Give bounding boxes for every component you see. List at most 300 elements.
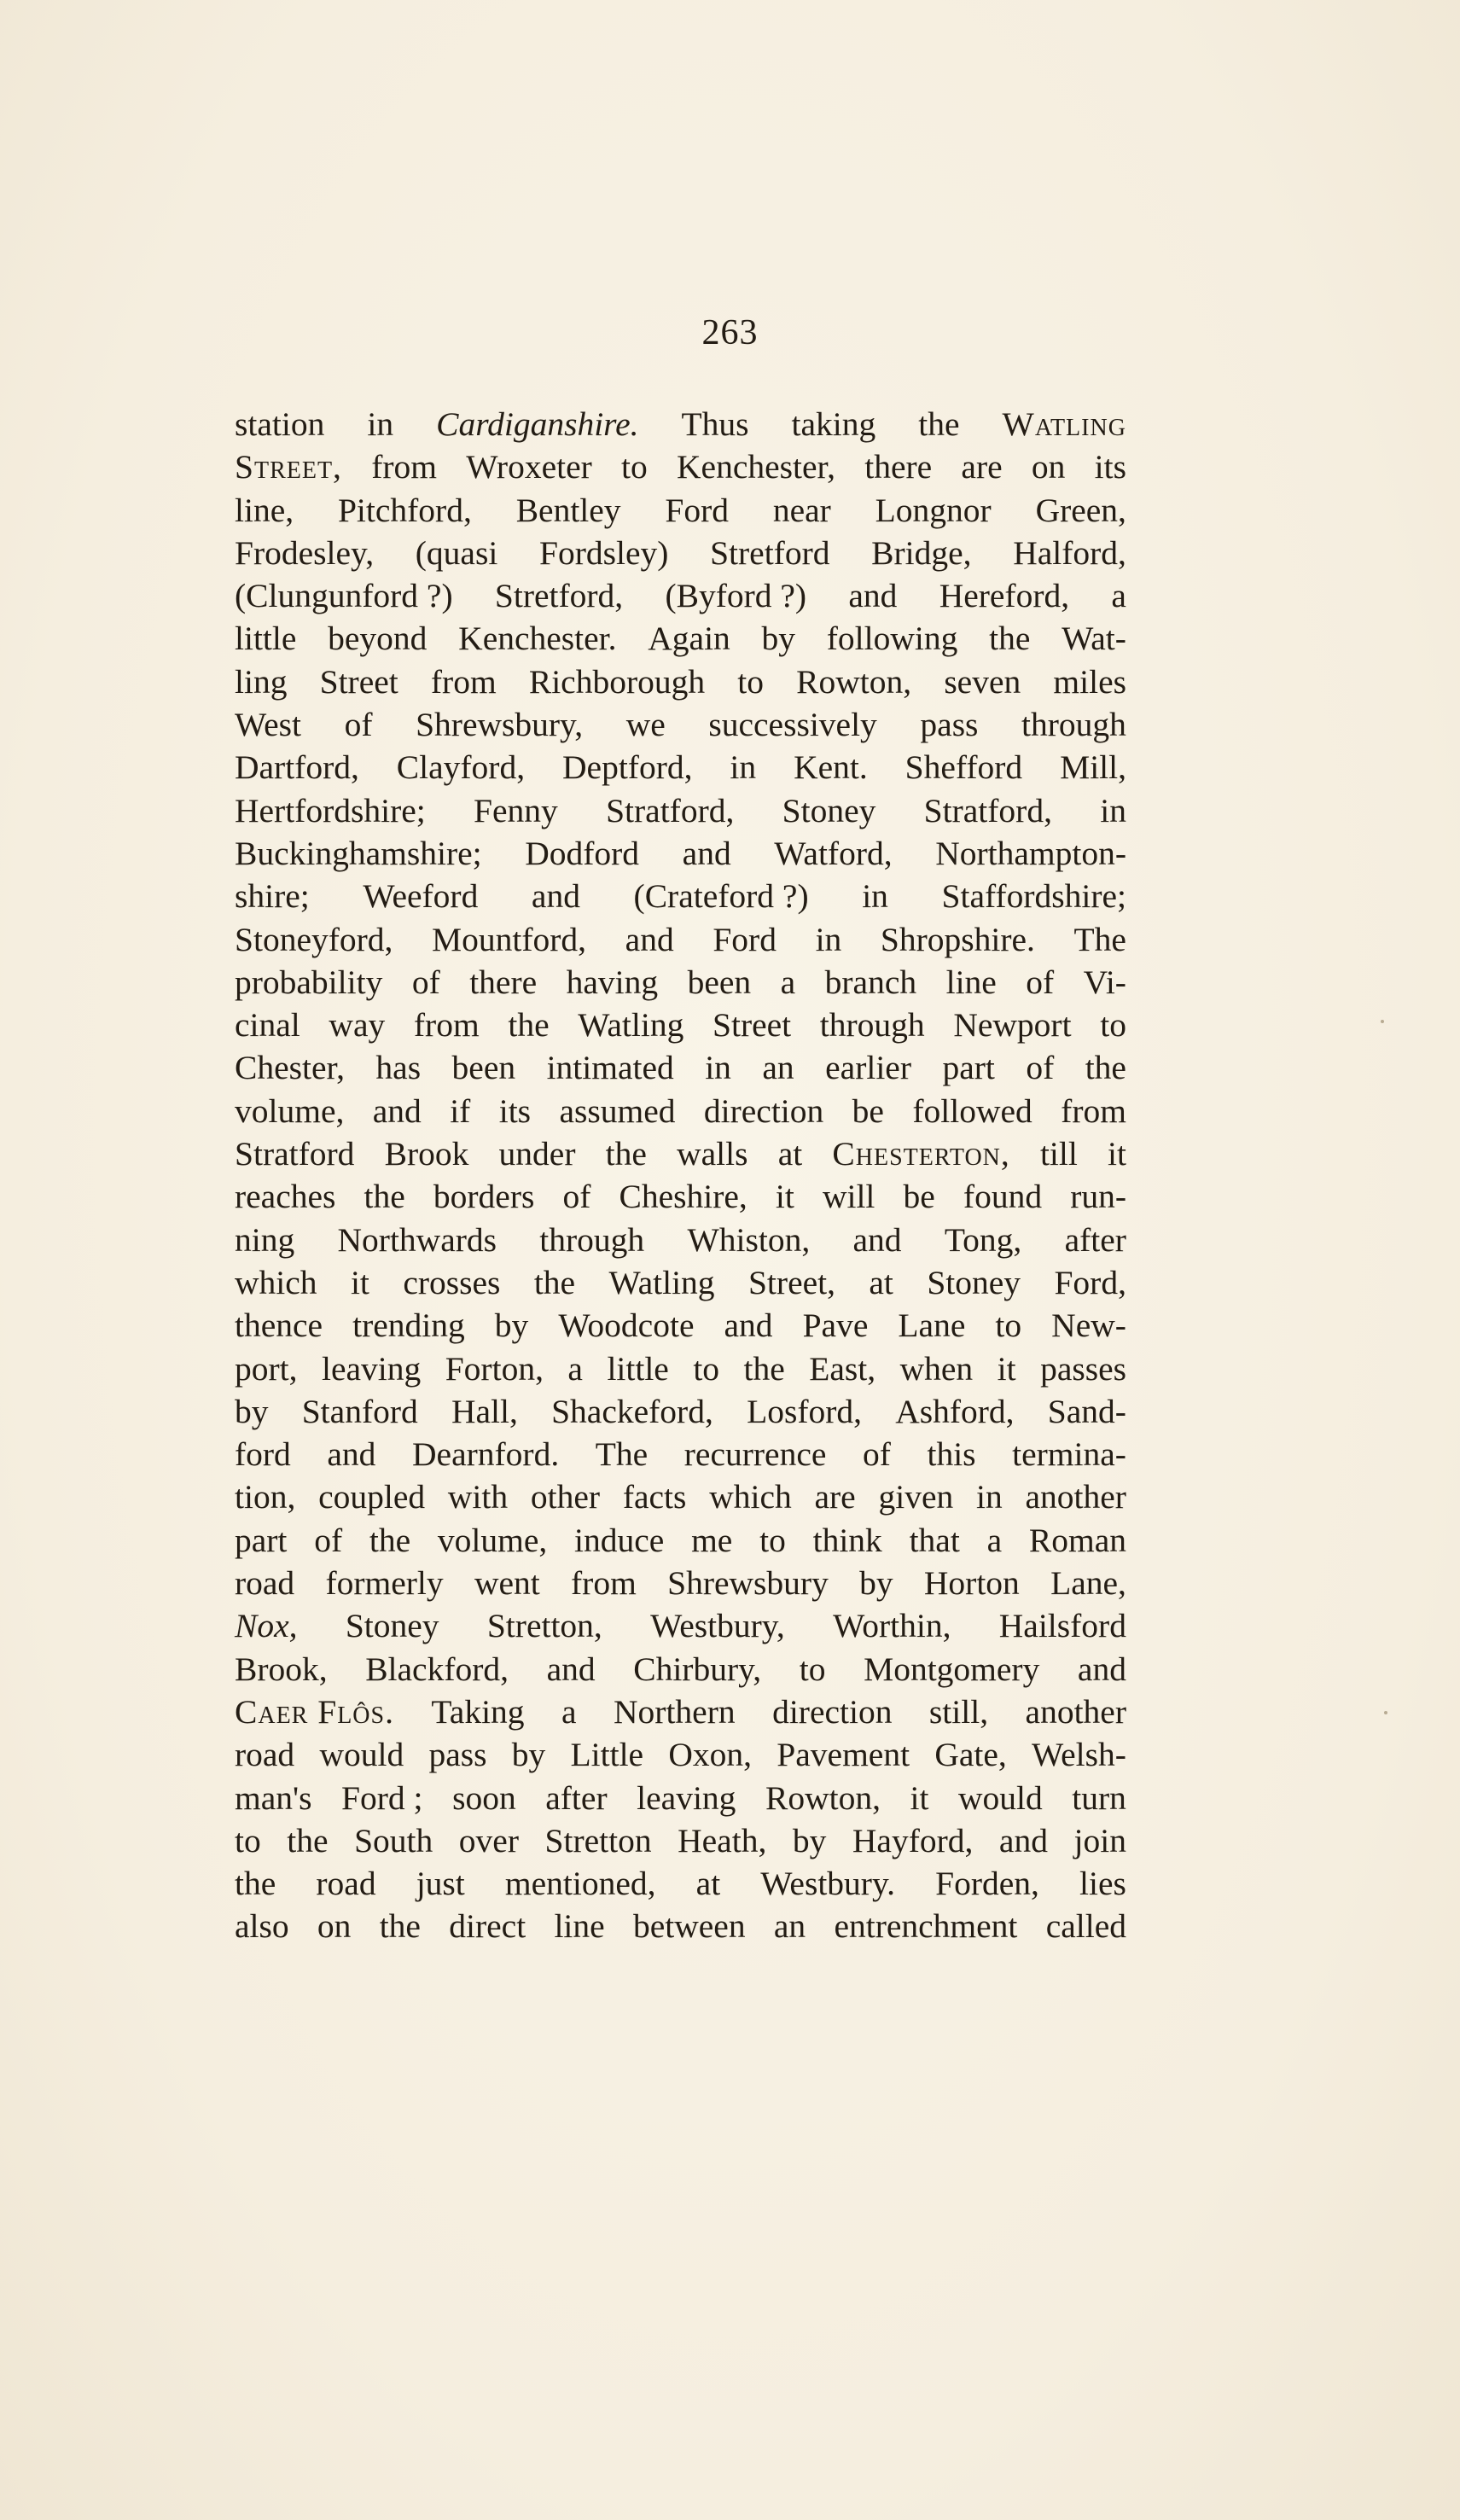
word: from [430, 662, 497, 701]
word: Chester, [235, 1049, 345, 1087]
word: be [852, 1091, 884, 1130]
word: in [367, 405, 394, 443]
word: a [780, 963, 796, 1001]
word: ford [235, 1435, 291, 1474]
word: Stoney [927, 1263, 1021, 1301]
word: taking [791, 405, 876, 443]
word: Stretton [544, 1821, 652, 1859]
word: cinal [235, 1006, 300, 1045]
word: East, [809, 1349, 876, 1388]
text-line [235, 1175, 1126, 1218]
word: Richborough [528, 662, 706, 701]
word: its [1094, 448, 1126, 486]
text-line [235, 918, 1126, 961]
word: crosses [403, 1263, 501, 1301]
word: under [498, 1135, 576, 1173]
text-line [235, 1733, 1126, 1776]
word: by [792, 1821, 827, 1859]
word: South [354, 1821, 433, 1859]
text-line [235, 1648, 1126, 1691]
word: to [995, 1307, 1022, 1345]
word: Vi- [1083, 963, 1126, 1001]
word: Hayford, [852, 1821, 974, 1859]
word: been [687, 963, 752, 1001]
word: and [327, 1435, 376, 1474]
word: Stretton, [486, 1607, 602, 1645]
text-line [235, 1562, 1126, 1604]
text-line [235, 1604, 1126, 1647]
word: formerly [325, 1564, 444, 1603]
word: (Crateford ?) [633, 877, 809, 916]
word: and [682, 834, 731, 872]
word: Shefford [905, 748, 1023, 787]
word: lies [1079, 1865, 1126, 1903]
word: Lane [898, 1307, 966, 1345]
word: on [1031, 448, 1066, 486]
word: road [316, 1865, 376, 1903]
word: assumed [559, 1091, 676, 1130]
word: Blackford, [365, 1650, 509, 1688]
word: branch [824, 963, 917, 1001]
word: Stratford, [923, 791, 1052, 829]
text-line [235, 1004, 1126, 1046]
text-line [235, 1819, 1126, 1862]
word: Street, [235, 448, 342, 486]
word: and [852, 1220, 902, 1259]
word: pass [428, 1736, 487, 1774]
word: successively [708, 706, 877, 744]
word: Shackeford, [551, 1392, 713, 1430]
word: to [235, 1821, 261, 1859]
word: me [691, 1521, 733, 1559]
word: road [235, 1736, 295, 1774]
word: Shropshire. [880, 920, 1035, 958]
word: ning [235, 1220, 295, 1259]
word: (quasi [415, 533, 498, 572]
word: tion, [235, 1478, 296, 1516]
word: direct [449, 1907, 526, 1946]
word: a [986, 1521, 1003, 1559]
word: that [909, 1521, 960, 1559]
word: which [235, 1263, 317, 1301]
text-line [235, 661, 1126, 703]
text-line [235, 789, 1126, 832]
word: Ford, [1054, 1263, 1126, 1301]
word: the [369, 1521, 411, 1559]
word: the [605, 1135, 647, 1173]
word: walls [677, 1135, 748, 1173]
word: in [976, 1478, 1003, 1516]
word: the [1085, 1049, 1126, 1087]
word: Wat- [1062, 620, 1126, 658]
word: from [1061, 1091, 1126, 1130]
word: Ashford, [895, 1392, 1015, 1430]
word: having [566, 963, 659, 1001]
word: direction [703, 1091, 824, 1130]
word: by [511, 1736, 546, 1774]
word: followed [912, 1091, 1032, 1130]
word: join [1073, 1821, 1126, 1859]
word: Street [713, 1006, 792, 1045]
word: Lane, [1050, 1564, 1126, 1603]
word: the [508, 1006, 550, 1045]
word: Street [319, 662, 398, 701]
paper-speck [1381, 1020, 1384, 1023]
word: Hall, [451, 1392, 518, 1430]
word: Pavement [777, 1736, 910, 1774]
word: passes [1040, 1349, 1126, 1388]
word: borders [433, 1178, 535, 1216]
word: Frodesley, [235, 533, 375, 572]
word: through [539, 1220, 645, 1259]
word: seven [944, 662, 1021, 701]
word: be [903, 1178, 935, 1216]
text-line [235, 1132, 1126, 1175]
word: would [319, 1736, 404, 1774]
word: of [1026, 963, 1055, 1001]
word: Northern [614, 1692, 736, 1731]
word: found [963, 1178, 1043, 1216]
word: there [864, 448, 933, 486]
word: facts [622, 1478, 687, 1516]
word: following [826, 620, 958, 658]
word: Dearnford. [412, 1435, 560, 1474]
text-line [235, 1090, 1126, 1132]
word: Dartford, [235, 748, 359, 787]
word: Stoney [345, 1607, 439, 1645]
word: mentioned, [504, 1865, 656, 1903]
word: to [1100, 1006, 1126, 1045]
word: a [567, 1349, 583, 1388]
word: Green, [1035, 491, 1126, 529]
word: through [1021, 706, 1126, 744]
word: recurrence [683, 1435, 827, 1474]
word: volume, [437, 1521, 548, 1559]
text-line [235, 832, 1126, 875]
text-line [235, 1347, 1126, 1390]
word: in [815, 920, 842, 958]
word: beyond [328, 620, 428, 658]
word: Halford, [1013, 533, 1126, 572]
word: Watford, [774, 834, 893, 872]
word: Gate, [934, 1736, 1007, 1774]
word: the [918, 405, 960, 443]
word: The [1073, 920, 1126, 958]
word: Fenny [474, 791, 558, 829]
word: part [942, 1049, 995, 1087]
word: another [1025, 1478, 1126, 1516]
word: intimated [546, 1049, 674, 1087]
word: Worthin, [833, 1607, 951, 1645]
word: Losford, [747, 1392, 862, 1430]
word: with [447, 1478, 509, 1516]
word: been [451, 1049, 516, 1087]
word: given [878, 1478, 954, 1516]
word: (Clungunford ?) [235, 577, 453, 615]
word: also [235, 1907, 289, 1946]
text-line [235, 1475, 1126, 1518]
text-line [235, 403, 1126, 445]
word: went [474, 1564, 540, 1603]
word: Mountford, [432, 920, 587, 958]
word: West [235, 706, 301, 744]
word: and [848, 577, 898, 615]
word: Newport [953, 1006, 1072, 1045]
word: Buckinghamshire; [235, 834, 482, 872]
word: Northwards [337, 1220, 497, 1259]
word: the [379, 1907, 421, 1946]
word: other [530, 1478, 601, 1516]
word: Shrewsbury, [416, 706, 584, 744]
word: to [621, 448, 648, 486]
word: Hereford, [939, 577, 1070, 615]
word: station [235, 405, 325, 443]
word: run- [1070, 1178, 1126, 1216]
word: and [372, 1091, 422, 1130]
word: line [945, 963, 997, 1001]
word: Bentley [515, 491, 621, 529]
word: Brook, [235, 1650, 328, 1688]
word: trending [352, 1307, 465, 1345]
word: induce [574, 1521, 665, 1559]
word: Weeford [363, 877, 479, 916]
word: Montgomery [864, 1650, 1040, 1688]
word: and [998, 1821, 1048, 1859]
word: soon [452, 1778, 516, 1817]
word: Fordsley) [538, 533, 669, 572]
word: the [364, 1178, 405, 1216]
word: Forden, [935, 1865, 1039, 1903]
word: the [533, 1263, 576, 1301]
text-line [235, 1304, 1126, 1347]
word: Wroxeter [466, 448, 592, 486]
word: till [1039, 1135, 1078, 1173]
body-text [235, 403, 1126, 1948]
word: to [693, 1349, 720, 1388]
text-line [235, 1261, 1126, 1304]
word: through [819, 1006, 925, 1045]
word: Ford [713, 920, 777, 958]
word: Sand- [1047, 1392, 1126, 1430]
text-line [235, 574, 1126, 617]
word: and [1077, 1650, 1126, 1688]
word: thence [235, 1307, 323, 1345]
word: the [235, 1865, 276, 1903]
word: Watling [578, 1006, 684, 1045]
word: it [1108, 1135, 1126, 1173]
word: Northampton- [935, 834, 1126, 872]
word: Ford ; [341, 1778, 423, 1817]
word: Pitchford, [337, 491, 472, 529]
word: an [773, 1907, 806, 1946]
text-line [235, 1519, 1126, 1562]
word: line [554, 1907, 605, 1946]
text-line [235, 1219, 1126, 1261]
word: leaving [637, 1778, 736, 1817]
word: a [561, 1692, 577, 1731]
word: from [371, 448, 437, 486]
text-line [235, 617, 1126, 660]
word: Brook [384, 1135, 469, 1173]
word: to [737, 662, 765, 701]
word: an [762, 1049, 794, 1087]
word: in [862, 877, 888, 916]
word: by [494, 1307, 529, 1345]
word: Roman [1028, 1521, 1126, 1559]
word: we [625, 706, 666, 744]
word: Oxon, [668, 1736, 753, 1774]
word: Chirbury, [633, 1650, 762, 1688]
text-line [235, 1691, 1126, 1733]
word: in [1100, 791, 1126, 829]
word: Taking [431, 1692, 525, 1731]
word: Cheshire, [619, 1178, 747, 1216]
text-line [235, 1862, 1126, 1905]
word: man's [235, 1778, 312, 1817]
word: Woodcote [558, 1307, 695, 1345]
word: ling [235, 662, 288, 701]
word: at [869, 1263, 893, 1301]
word: which [709, 1478, 792, 1516]
word: has [375, 1049, 422, 1087]
word: and [531, 877, 580, 916]
word: Deptford, [562, 748, 693, 787]
word: Stretford, [494, 577, 624, 615]
word: it [997, 1349, 1016, 1388]
word: Staffordshire; [941, 877, 1126, 916]
word: New- [1051, 1307, 1126, 1345]
word: Little [570, 1736, 644, 1774]
word: in [705, 1049, 731, 1087]
word: entrenchment [834, 1907, 1018, 1946]
word: of [1026, 1049, 1055, 1087]
word: a [1111, 577, 1126, 615]
word: Welsh- [1032, 1736, 1126, 1774]
word: to [759, 1521, 786, 1559]
word: earlier [825, 1049, 911, 1087]
word: Stratford [235, 1135, 355, 1173]
word: Hailsford [998, 1607, 1126, 1645]
word: Kenchester. [458, 620, 617, 658]
word: called [1045, 1907, 1126, 1946]
word: will [822, 1178, 875, 1216]
word: Dodford [525, 834, 640, 872]
word: Chesterton, [832, 1135, 1010, 1173]
text-line [235, 875, 1126, 917]
word: Rowton, [765, 1778, 881, 1817]
word: Kenchester, [677, 448, 835, 486]
text-line [235, 1433, 1126, 1475]
page-number: 263 [701, 313, 759, 352]
word: by [235, 1392, 269, 1430]
word: to [799, 1650, 826, 1688]
word: just [416, 1865, 465, 1903]
word: The [595, 1435, 649, 1474]
word: in [730, 748, 757, 787]
word: after [1064, 1220, 1126, 1259]
word: Cardiganshire. [436, 405, 639, 443]
word: Stoneyford, [235, 920, 393, 958]
text-line [235, 532, 1126, 574]
word: from [571, 1564, 637, 1603]
word: Caer Flôs. [235, 1692, 394, 1731]
word: the [287, 1821, 329, 1859]
word: Nox, [235, 1607, 298, 1645]
word: and [724, 1307, 773, 1345]
word: it [775, 1178, 794, 1216]
word: part [235, 1521, 288, 1559]
word: port, [235, 1349, 298, 1388]
word: Whiston, [687, 1220, 811, 1259]
word: are [961, 448, 1003, 486]
word: (Byford ?) [665, 577, 807, 615]
word: of [344, 706, 373, 744]
word: leaving [321, 1349, 422, 1388]
word: from [413, 1006, 480, 1045]
word: Horton [923, 1564, 1020, 1603]
word: over [458, 1821, 519, 1859]
word: reaches [235, 1178, 336, 1216]
word: Stretford [710, 533, 830, 572]
word: of [862, 1435, 891, 1474]
word: volume, [235, 1091, 345, 1130]
word: Mill, [1060, 748, 1126, 787]
text-line [235, 1777, 1126, 1819]
word: pass [920, 706, 979, 744]
word: shire; [235, 877, 310, 916]
text-line [235, 746, 1126, 789]
word: still, [928, 1692, 989, 1731]
word: Tong, [944, 1220, 1022, 1259]
word: line, [235, 491, 294, 529]
word: would [958, 1778, 1043, 1817]
word: probability [235, 963, 383, 1001]
word: this [927, 1435, 976, 1474]
word: direction [772, 1692, 893, 1731]
text-line [235, 489, 1126, 532]
word: way [329, 1006, 386, 1045]
word: Hertfordshire; [235, 791, 426, 829]
word: termina- [1012, 1435, 1126, 1474]
word: coupled [318, 1478, 426, 1516]
word: and [625, 920, 674, 958]
word: Longnor [875, 491, 992, 529]
word: little [235, 620, 297, 658]
word: and [546, 1650, 596, 1688]
word: Watling [608, 1263, 715, 1301]
word: Clayford, [396, 748, 526, 787]
word: road [235, 1564, 295, 1603]
word: Street, [747, 1263, 835, 1301]
word: it [350, 1263, 369, 1301]
word: Stoney [782, 791, 876, 829]
paper-speck [1384, 1711, 1387, 1714]
text-line [235, 961, 1126, 1004]
word: at [777, 1135, 803, 1173]
word: Thus [681, 405, 749, 443]
word: after [545, 1778, 608, 1817]
word: on [317, 1907, 352, 1946]
word: Pave [802, 1307, 869, 1345]
word: Westbury, [650, 1607, 785, 1645]
text-line [235, 445, 1126, 488]
word: near [772, 491, 831, 529]
word: Shrewsbury [667, 1564, 829, 1603]
word: Stratford, [606, 791, 735, 829]
word: Kent. [794, 748, 868, 787]
word: by [859, 1564, 893, 1603]
word: there [469, 963, 538, 1001]
